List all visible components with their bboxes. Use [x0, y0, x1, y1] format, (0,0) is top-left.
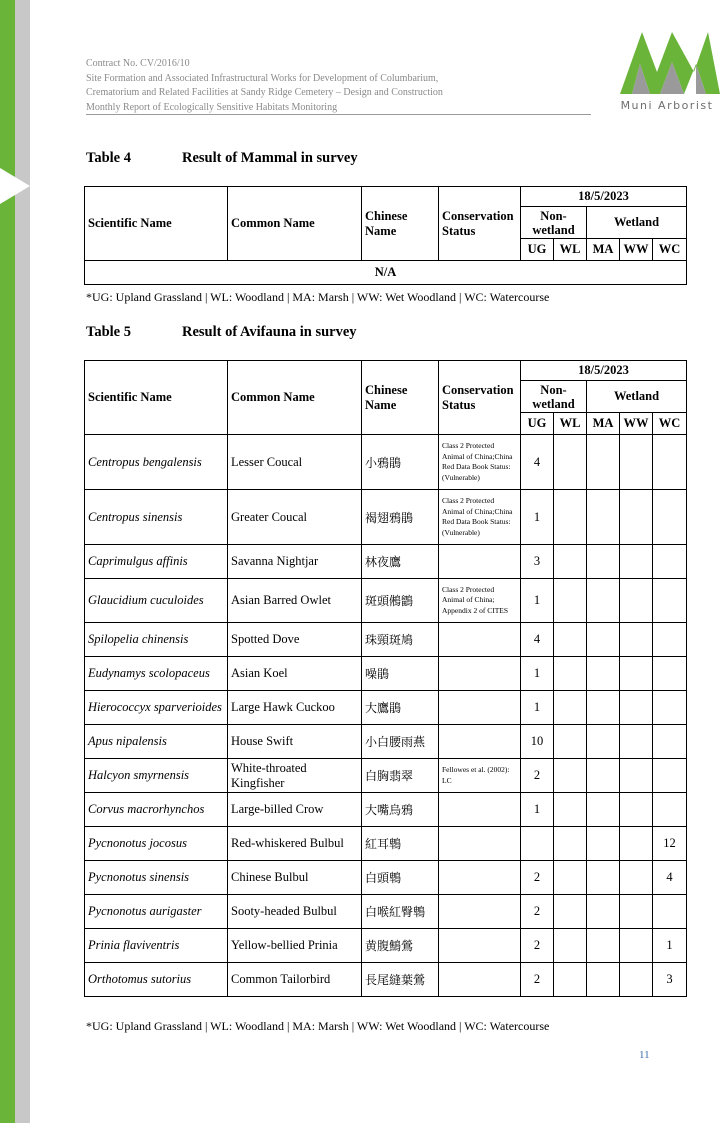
mammal-table	[84, 186, 687, 285]
common-name-cell: Common Tailorbird	[228, 963, 362, 997]
count-ug-cell: 2	[521, 895, 554, 929]
count-wl-cell	[554, 861, 587, 895]
col-header-wc: WC	[653, 239, 687, 261]
count-wl-cell	[554, 657, 587, 691]
count-ug-cell: 1	[521, 793, 554, 827]
col-header-scientific: Scientific Name	[85, 187, 228, 261]
table-row	[85, 895, 687, 929]
table5-title: Result of Avifauna in survey	[182, 324, 357, 340]
conservation-status-cell	[439, 545, 521, 579]
count-ma-cell	[587, 827, 620, 861]
count-wl-cell	[554, 759, 587, 793]
count-wl-cell	[554, 929, 587, 963]
conservation-status-cell	[439, 725, 521, 759]
table-row	[85, 963, 687, 997]
table4-number: Table 4	[86, 150, 131, 166]
count-wc-cell: 4	[653, 861, 687, 895]
count-wl-cell	[554, 490, 587, 545]
scientific-name-cell: Pycnonotus sinensis	[85, 861, 228, 895]
scientific-name-cell: Orthotomus sutorius	[85, 963, 228, 997]
count-wl-cell	[554, 725, 587, 759]
count-ug-cell: 4	[521, 623, 554, 657]
count-ww-cell	[620, 963, 653, 997]
col-header-scientific: Scientific Name	[85, 361, 228, 435]
count-ma-cell	[587, 579, 620, 623]
count-wl-cell	[554, 793, 587, 827]
common-name-cell: Asian Koel	[228, 657, 362, 691]
col-header-ug: UG	[521, 413, 554, 435]
col-header-nonwetland: Non-wetland	[521, 381, 587, 413]
scientific-name-cell: Apus nipalensis	[85, 725, 228, 759]
count-ww-cell	[620, 895, 653, 929]
common-name-cell: Savanna Nightjar	[228, 545, 362, 579]
chinese-name-cell: 小鴉鵑	[362, 435, 439, 490]
common-name-cell: White-throated Kingfisher	[228, 759, 362, 793]
count-ug-cell: 2	[521, 861, 554, 895]
count-ww-cell	[620, 657, 653, 691]
count-ww-cell	[620, 490, 653, 545]
table-row	[85, 545, 687, 579]
scientific-name-cell: Eudynamys scolopaceus	[85, 657, 228, 691]
scientific-name-cell: Glaucidium cuculoides	[85, 579, 228, 623]
count-ma-cell	[587, 929, 620, 963]
document-header	[86, 57, 443, 115]
common-name-cell: Spotted Dove	[228, 623, 362, 657]
count-wc-cell	[653, 657, 687, 691]
count-ma-cell	[587, 691, 620, 725]
count-ug-cell	[521, 827, 554, 861]
conservation-status-cell	[439, 963, 521, 997]
col-header-common: Common Name	[228, 361, 362, 435]
chinese-name-cell: 長尾縫葉鶯	[362, 963, 439, 997]
scientific-name-cell: Pycnonotus aurigaster	[85, 895, 228, 929]
count-ma-cell	[587, 861, 620, 895]
table5-number: Table 5	[86, 324, 131, 340]
common-name-cell: Large Hawk Cuckoo	[228, 691, 362, 725]
col-header-nonwetland: Non-wetland	[521, 207, 587, 239]
header-line-report: Monthly Report of Ecologically Sensitive Habitats Monitoring	[86, 101, 338, 113]
scientific-name-cell: Spilopelia chinensis	[85, 623, 228, 657]
count-ug-cell: 4	[521, 435, 554, 490]
count-ma-cell	[587, 895, 620, 929]
col-header-conservation: Conservation Status	[439, 361, 521, 435]
table-row	[85, 579, 687, 623]
col-header-ma: MA	[587, 239, 620, 261]
count-wc-cell: 3	[653, 963, 687, 997]
col-header-chinese: Chinese Name	[362, 361, 439, 435]
common-name-cell: House Swift	[228, 725, 362, 759]
common-name-cell: Asian Barred Owlet	[228, 579, 362, 623]
col-header-ww: WW	[620, 239, 653, 261]
count-wc-cell	[653, 435, 687, 490]
chinese-name-cell: 珠頸斑鳩	[362, 623, 439, 657]
avifauna-table-body	[85, 435, 687, 997]
col-header-conservation: Conservation Status	[439, 187, 521, 261]
table4-footnote: *UG: Upland Grassland | WL: Woodland | MA: Marsh | WW: Wet Woodland | WC: Watercourse	[86, 290, 550, 304]
table-row	[85, 793, 687, 827]
chinese-name-cell: 林夜鷹	[362, 545, 439, 579]
table-row	[85, 490, 687, 545]
count-wl-cell	[554, 435, 587, 490]
conservation-status-cell	[439, 861, 521, 895]
table5-caption	[86, 324, 357, 341]
count-ma-cell	[587, 545, 620, 579]
scientific-name-cell: Halcyon smyrnensis	[85, 759, 228, 793]
chinese-name-cell: 白喉紅臀鵯	[362, 895, 439, 929]
count-wl-cell	[554, 545, 587, 579]
common-name-cell: Lesser Coucal	[228, 435, 362, 490]
conservation-status-cell	[439, 793, 521, 827]
chinese-name-cell: 斑頭鵂鶹	[362, 579, 439, 623]
col-header-ww: WW	[620, 413, 653, 435]
conservation-status-cell: Fellowes et al. (2002): LC	[439, 759, 521, 793]
count-ug-cell: 2	[521, 963, 554, 997]
chinese-name-cell: 大嘴烏鴉	[362, 793, 439, 827]
header-line-contract: Contract No. CV/2016/10	[86, 58, 190, 69]
count-wc-cell	[653, 691, 687, 725]
count-wc-cell	[653, 579, 687, 623]
count-ug-cell: 3	[521, 545, 554, 579]
col-header-common: Common Name	[228, 187, 362, 261]
count-wc-cell: 1	[653, 929, 687, 963]
table-row	[85, 623, 687, 657]
count-ug-cell: 1	[521, 657, 554, 691]
count-ma-cell	[587, 725, 620, 759]
count-ug-cell: 1	[521, 691, 554, 725]
conservation-status-cell: Class 2 Protected Animal of China; Appendix 2 of CITES	[439, 579, 521, 623]
scientific-name-cell: Centropus bengalensis	[85, 435, 228, 490]
col-header-ma: MA	[587, 413, 620, 435]
chinese-name-cell: 黄腹鷦鶯	[362, 929, 439, 963]
count-ww-cell	[620, 579, 653, 623]
table-row	[85, 759, 687, 793]
conservation-status-cell	[439, 827, 521, 861]
col-header-wetland: Wetland	[587, 207, 687, 239]
count-wl-cell	[554, 623, 587, 657]
count-ma-cell	[587, 963, 620, 997]
conservation-status-cell: Class 2 Protected Animal of China;China Red Data Book Status: (Vulnerable)	[439, 435, 521, 490]
mammal-na-cell: N/A	[85, 261, 687, 285]
conservation-status-cell	[439, 657, 521, 691]
avifauna-table	[84, 360, 687, 997]
scientific-name-cell: Pycnonotus jocosus	[85, 827, 228, 861]
table-row	[85, 435, 687, 490]
count-ug-cell: 1	[521, 579, 554, 623]
count-ww-cell	[620, 435, 653, 490]
count-ww-cell	[620, 545, 653, 579]
col-header-wl: WL	[554, 413, 587, 435]
count-wc-cell	[653, 759, 687, 793]
conservation-status-cell: Class 2 Protected Animal of China;China Red Data Book Status: (Vulnerable)	[439, 490, 521, 545]
common-name-cell: Yellow-bellied Prinia	[228, 929, 362, 963]
count-ug-cell: 1	[521, 490, 554, 545]
common-name-cell: Greater Coucal	[228, 490, 362, 545]
count-ug-cell: 2	[521, 759, 554, 793]
count-ww-cell	[620, 861, 653, 895]
page-number: 11	[639, 1049, 650, 1061]
common-name-cell: Large-billed Crow	[228, 793, 362, 827]
count-ww-cell	[620, 929, 653, 963]
chinese-name-cell: 噪鵑	[362, 657, 439, 691]
count-ma-cell	[587, 759, 620, 793]
table5-footnote: *UG: Upland Grassland | WL: Woodland | MA: Marsh | WW: Wet Woodland | WC: Watercourse	[86, 1019, 550, 1033]
col-header-wl: WL	[554, 239, 587, 261]
chinese-name-cell: 大鷹鵑	[362, 691, 439, 725]
col-header-wetland: Wetland	[587, 381, 687, 413]
header-divider	[86, 114, 591, 115]
count-ma-cell	[587, 490, 620, 545]
table-row	[85, 691, 687, 725]
count-ma-cell	[587, 435, 620, 490]
table-row	[85, 725, 687, 759]
table-row	[85, 861, 687, 895]
common-name-cell: Red-whiskered Bulbul	[228, 827, 362, 861]
table-row	[85, 827, 687, 861]
table4-caption	[86, 150, 358, 167]
chinese-name-cell: 白胸翡翠	[362, 759, 439, 793]
count-ww-cell	[620, 759, 653, 793]
col-header-ug: UG	[521, 239, 554, 261]
margin-tab-marker	[0, 168, 30, 204]
count-wc-cell	[653, 490, 687, 545]
count-ug-cell: 2	[521, 929, 554, 963]
count-wc-cell	[653, 895, 687, 929]
col-header-date: 18/5/2023	[521, 187, 687, 207]
header-line-project-2: Crematorium and Related Facilities at Sandy Ridge Cemetery – Design and Construction	[86, 87, 443, 98]
common-name-cell: Chinese Bulbul	[228, 861, 362, 895]
table4-title: Result of Mammal in survey	[182, 150, 358, 166]
col-header-date: 18/5/2023	[521, 361, 687, 381]
col-header-chinese: Chinese Name	[362, 187, 439, 261]
conservation-status-cell	[439, 623, 521, 657]
scientific-name-cell: Hierococcyx sparverioides	[85, 691, 228, 725]
conservation-status-cell	[439, 691, 521, 725]
chinese-name-cell: 白頭鵯	[362, 861, 439, 895]
count-wl-cell	[554, 579, 587, 623]
count-ug-cell: 10	[521, 725, 554, 759]
count-wc-cell	[653, 793, 687, 827]
scientific-name-cell: Centropus sinensis	[85, 490, 228, 545]
table-row	[85, 657, 687, 691]
chinese-name-cell: 褐翅鴉鵑	[362, 490, 439, 545]
count-wc-cell	[653, 623, 687, 657]
count-ma-cell	[587, 657, 620, 691]
chinese-name-cell: 紅耳鵯	[362, 827, 439, 861]
count-wc-cell	[653, 545, 687, 579]
logo-wordmark: Muni Arborist	[620, 99, 714, 112]
chinese-name-cell: 小白腰雨燕	[362, 725, 439, 759]
scientific-name-cell: Caprimulgus affinis	[85, 545, 228, 579]
table-row	[85, 929, 687, 963]
count-wl-cell	[554, 963, 587, 997]
common-name-cell: Sooty-headed Bulbul	[228, 895, 362, 929]
count-wc-cell: 12	[653, 827, 687, 861]
count-ma-cell	[587, 623, 620, 657]
conservation-status-cell	[439, 895, 521, 929]
count-wc-cell	[653, 725, 687, 759]
count-ww-cell	[620, 623, 653, 657]
header-line-project-1: Site Formation and Associated Infrastructural Works for Development of Columbarium,	[86, 72, 439, 84]
count-ma-cell	[587, 793, 620, 827]
scientific-name-cell: Prinia flaviventris	[85, 929, 228, 963]
count-wl-cell	[554, 895, 587, 929]
count-ww-cell	[620, 827, 653, 861]
scientific-name-cell: Corvus macrorhynchos	[85, 793, 228, 827]
col-header-wc: WC	[653, 413, 687, 435]
count-ww-cell	[620, 793, 653, 827]
count-ww-cell	[620, 725, 653, 759]
conservation-status-cell	[439, 929, 521, 963]
count-wl-cell	[554, 691, 587, 725]
count-ww-cell	[620, 691, 653, 725]
count-wl-cell	[554, 827, 587, 861]
